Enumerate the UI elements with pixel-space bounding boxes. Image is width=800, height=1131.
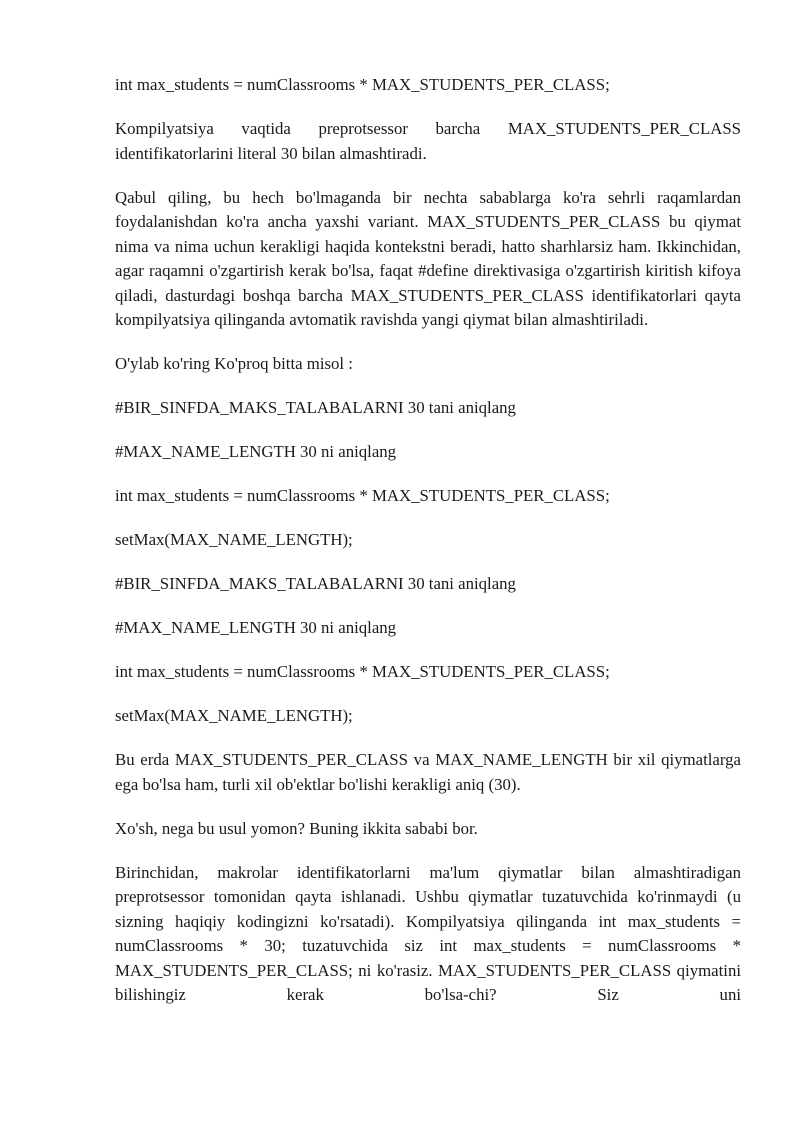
paragraph-text: Bu erda MAX_STUDENTS_PER_CLASS va MAX_NAME_LENGTH bir xil qiymatlarga ega bo'lsa ham, turli xil ob'ektlar bo'lishi kerakligi aniq (30). xyxy=(115,750,741,794)
paragraph-code-line: setMax(MAX_NAME_LENGTH); xyxy=(115,530,353,549)
paragraph-code-line: int max_students = numClassrooms * MAX_STUDENTS_PER_CLASS; xyxy=(115,486,610,505)
paragraph-text: O'ylab ko'ring Ko'proq bitta misol : xyxy=(115,354,353,373)
paragraph-text: Xo'sh, nega bu usul yomon? Buning ikkita sababi bor. xyxy=(115,818,478,838)
paragraph-code-line: setMax(MAX_NAME_LENGTH); xyxy=(115,706,353,725)
paragraph-code-line: #MAX_NAME_LENGTH 30 ni aniqlang xyxy=(115,618,397,637)
paragraph-text: Birinchidan, makrolar identifikatorlarni ma'lum qiymatlar bilan almashtiradigan preprotsessor tomonidan qayta ishlanadi. Ushbu qiymatlar tuzatuvchida ko'rinmaydi (u sizning haqiqiy kodingizni ko'rsatadi). Kompilyatsiya qilinganda int max_students = numClassrooms * 30; tuzatuvchida siz int max_students = numClassrooms * MAX_STUDENTS_PER_CLASS; ni ko'rasiz. MAX_STUDENTS_PER_CLASS qiymatini bilishingiz kerak bo'lsa-chi? Siz uni xyxy=(115,862,741,1004)
paragraph-code-line: #MAX_NAME_LENGTH 30 ni aniqlang xyxy=(115,442,397,461)
paragraph-text: Kompilyatsiya vaqtida preprotsessor barcha MAX_STUDENTS_PER_CLASS identifikatorlarini literal 30 bilan almashtiradi. xyxy=(115,119,741,163)
paragraph-code-line: #BIR_SINFDA_MAKS_TALABALARNI 30 tani aniqlang xyxy=(115,574,516,593)
paragraph-code-line: int max_students = numClassrooms * MAX_STUDENTS_PER_CLASS; xyxy=(115,75,610,94)
document-page xyxy=(115,73,741,1027)
paragraph-code-line: #BIR_SINFDA_MAKS_TALABALARNI 30 tani aniqlang xyxy=(115,398,516,417)
paragraph-text: Qabul qiling, bu hech bo'lmaganda bir nechta sabablarga ko'ra sehrli raqamlardan foydalanishdan ko'ra ancha yaxshi variant. MAX_STUDENTS_PER_CLASS bu qiymat nima va nima uchun kerakligi haqida kontekstni beradi, hatto sharhlarsiz ham. Ikkinchidan, agar raqamni o'zgartirish kerak bo'lsa, faqat #define direktivasiga o'zgartirish kiritish kifoya qiladi, dasturdagi boshqa barcha MAX_STUDENTS_PER_CLASS identifikatorlari qayta kompilyatsiya qilinganda avtomatik ravishda yangi qiymat bilan almashtiriladi. xyxy=(115,187,741,329)
paragraph-code-line: int max_students = numClassrooms * MAX_STUDENTS_PER_CLASS; xyxy=(115,662,610,681)
